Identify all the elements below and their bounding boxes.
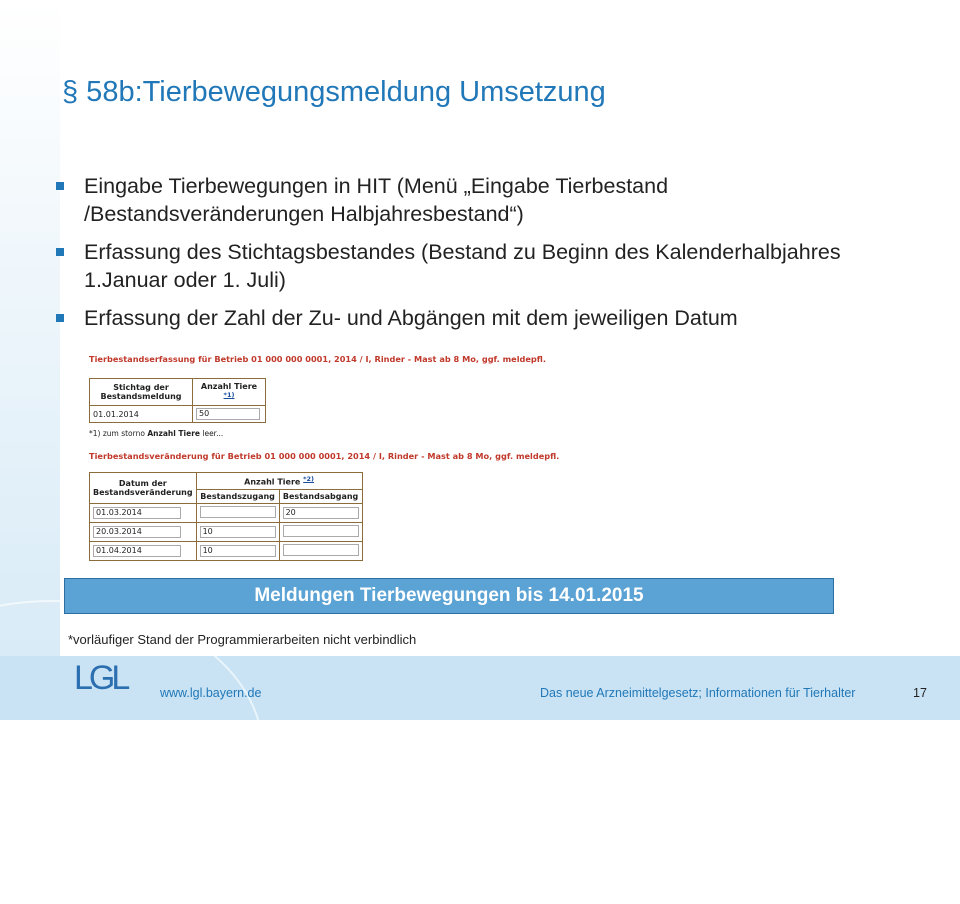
change-in-input[interactable]: 10	[200, 526, 276, 538]
change-header-out: Bestandsabgang	[279, 490, 362, 504]
change-in-input[interactable]: 10	[200, 545, 276, 557]
change-header-in: Bestandszugang	[196, 490, 279, 504]
change-date-input[interactable]: 01.04.2014	[93, 545, 181, 557]
footer-title: Das neue Arzneimittelgesetz; Informationen für Tierhalter	[540, 686, 856, 700]
stock-count-cell	[193, 406, 266, 423]
change-out-input[interactable]	[283, 544, 359, 556]
change-header-group-label: Anzahl Tiere	[244, 477, 301, 487]
change-form-title: Tierbestandsveränderung für Betrieb 01 000 000 0001, 2014 / I, Rinder - Mast ab 8 Mo, ggf. meldepfl.	[89, 451, 560, 461]
stock-table	[89, 378, 266, 423]
deadline-banner: Meldungen Tierbewegungen bis 14.01.2015	[64, 578, 834, 614]
change-date-input[interactable]: 01.03.2014	[93, 507, 181, 519]
hit-form-screenshot	[82, 348, 576, 568]
bullet-text: Erfassung der Zahl der Zu- und Abgängen mit dem jeweiligen Datum	[84, 306, 738, 330]
stock-count-input[interactable]: 50	[196, 408, 260, 420]
bullet-square-icon	[56, 182, 64, 190]
change-header-group	[196, 473, 362, 490]
change-in-input[interactable]	[200, 506, 276, 518]
footer-url[interactable]: www.lgl.bayern.de	[160, 686, 262, 700]
change-out-input[interactable]: 20	[283, 507, 359, 519]
table-row	[90, 504, 363, 523]
change-date-input[interactable]: 20.03.2014	[93, 526, 181, 538]
bullet-item	[52, 238, 912, 294]
slide-title: § 58b:Tierbewegungsmeldung Umsetzung	[62, 76, 606, 108]
note-text-end: leer...	[199, 429, 224, 438]
stock-header-date: Stichtag der Bestandsmeldung	[90, 379, 193, 406]
bullet-text: Eingabe Tierbewegungen in HIT (Menü „Eingabe Tierbestand /Bestandsveränderungen Halbjahresbestand“)	[84, 174, 669, 226]
bullet-square-icon	[56, 248, 64, 256]
table-row	[90, 542, 363, 561]
footnote: *vorläufiger Stand der Programmierarbeiten nicht verbindlich	[68, 632, 417, 647]
change-header-date: Datum der Bestandsveränderung	[90, 473, 197, 504]
stock-form-title: Tierbestandserfassung für Betrieb 01 000 000 0001, 2014 / I, Rinder - Mast ab 8 Mo, ggf. meldepfl.	[89, 354, 546, 364]
page-number: 17	[913, 686, 927, 700]
stock-header-count	[193, 379, 266, 406]
change-footnote-link[interactable]: *2)	[303, 475, 315, 484]
bullet-list	[52, 172, 912, 342]
bullet-item	[52, 304, 912, 332]
note-bold: Anzahl Tiere	[147, 429, 200, 438]
lgl-logo-text: LGL	[74, 659, 127, 697]
bullet-item	[52, 172, 912, 228]
table-row	[90, 523, 363, 542]
stock-date-cell: 01.01.2014	[90, 406, 193, 423]
change-out-input[interactable]	[283, 525, 359, 537]
bullet-text: Erfassung des Stichtagsbestandes (Bestand zu Beginn des Kalenderhalbjahres 1.Januar oder 1. Juli)	[84, 240, 841, 292]
stock-header-count-label: Anzahl Tiere	[200, 381, 258, 391]
note-text: *1) zum storno	[89, 429, 148, 438]
lgl-logo	[74, 660, 136, 696]
stock-footnote-link[interactable]: *1)	[223, 390, 235, 399]
change-table	[89, 472, 363, 561]
bullet-square-icon	[56, 314, 64, 322]
storno-note	[89, 429, 223, 438]
